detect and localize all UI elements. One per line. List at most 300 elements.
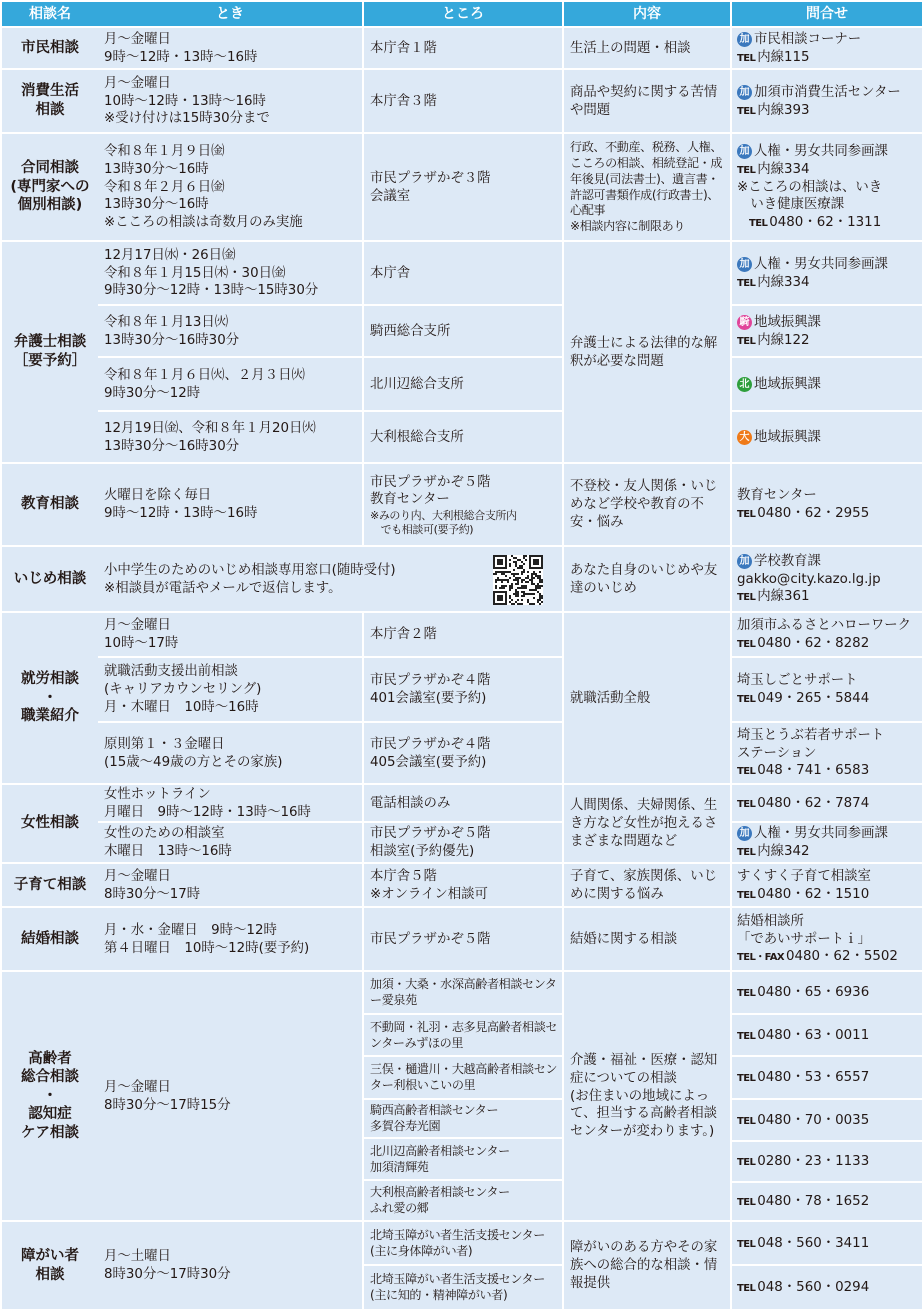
row-category bbox=[2, 785, 98, 862]
tel-icon: TEL bbox=[737, 1115, 756, 1127]
cell-where bbox=[364, 464, 562, 545]
cell-where-text: 本庁舎３階 bbox=[370, 93, 437, 109]
cell-lines bbox=[737, 376, 919, 394]
row-category-text: 女性相談 bbox=[21, 815, 79, 832]
cell-when bbox=[98, 412, 362, 462]
contact-line bbox=[737, 795, 919, 813]
center-name-text: 騎西高齢者相談センター 多賀谷寿光園 bbox=[370, 1103, 499, 1133]
cell-where bbox=[364, 28, 562, 68]
contact-text: 人権・男女共同参画課 bbox=[754, 826, 888, 842]
tel-icon: TEL bbox=[737, 592, 756, 604]
cell-when bbox=[98, 464, 362, 545]
tel-icon: TEL bbox=[737, 1238, 756, 1250]
cell-content bbox=[564, 972, 730, 1220]
cell-content bbox=[564, 908, 730, 970]
cell-when-text: 原則第１・３金曜日 (15歳～49歳の方とその家族) bbox=[104, 736, 283, 770]
contact-text: 048・560・0294 bbox=[757, 1280, 870, 1296]
cell-where-text: 市民プラザかぞ４階 401会議室(要予約) bbox=[370, 673, 491, 706]
cell-when bbox=[98, 28, 362, 68]
cell-where bbox=[364, 306, 562, 356]
cell-content-text: 介護・福祉・医療・認知症についての相談 (お住まいの地域によって、担当する高齢者相談センターが変わります。) bbox=[570, 1053, 718, 1140]
row-category bbox=[2, 613, 98, 783]
cell-contact bbox=[732, 28, 922, 68]
row-category-text: 弁護士相談 ［要予約］ bbox=[13, 334, 87, 369]
contact-text: 人権・男女共同参画課 bbox=[754, 144, 888, 160]
center-name-text: 加須・大桑・水深高齢者相談センター愛泉苑 bbox=[370, 977, 557, 1007]
office-badge-icon: 大 bbox=[737, 430, 752, 445]
cell-where bbox=[364, 1222, 562, 1264]
row-category bbox=[2, 1222, 98, 1309]
cell-where-text: 北川辺総合支所 bbox=[370, 376, 464, 392]
cell-contact bbox=[732, 242, 922, 304]
cell-content-text: 生活上の問題・相談 bbox=[570, 40, 691, 56]
tel-icon: TEL bbox=[737, 1283, 756, 1295]
cell-content bbox=[564, 864, 730, 906]
row-category-text: 子育て相談 bbox=[13, 876, 87, 893]
contact-line bbox=[737, 553, 919, 571]
center-contact bbox=[732, 1183, 922, 1220]
cell-where bbox=[364, 134, 562, 240]
contact-line bbox=[737, 762, 919, 780]
cell-content bbox=[564, 613, 730, 783]
cell-where bbox=[364, 723, 562, 783]
header-content-text: 内容 bbox=[633, 5, 661, 22]
cell-when-text: 令和８年１月９日㈮ 13時30分～16時 令和８年２月６日㈮ 13時30分～16時 ※こころの相談は奇数月のみ実施 bbox=[104, 144, 303, 231]
header-category bbox=[2, 2, 98, 26]
qr-code-icon bbox=[492, 555, 544, 605]
header-category-text: 相談名 bbox=[29, 5, 71, 22]
contact-line bbox=[737, 143, 919, 161]
office-badge-icon: 加 bbox=[737, 144, 752, 159]
cell-contact bbox=[732, 134, 922, 240]
tel-icon: TEL bbox=[737, 988, 756, 1000]
contact-line bbox=[370, 474, 517, 509]
cell-content bbox=[564, 464, 730, 545]
center-name-text: 不動岡・礼羽・志多見高齢者相談センターみずほの里 bbox=[370, 1019, 558, 1050]
cell-content-text: 結婚に関する相談 bbox=[570, 931, 678, 947]
tel-icon: TEL bbox=[737, 847, 756, 858]
contact-line bbox=[737, 1153, 919, 1171]
contact-line bbox=[737, 487, 919, 505]
cell-lines bbox=[737, 672, 919, 707]
contact-line bbox=[737, 161, 919, 179]
contact-text: ※みのり内、大利根総合支所内 でも相談可(要予約) bbox=[370, 508, 517, 536]
cell-contact bbox=[732, 1266, 922, 1309]
cell-where bbox=[364, 785, 562, 821]
contact-line bbox=[737, 617, 919, 635]
cell-content-text: 障がいのある方やその家族への総合的な相談・情報提供 bbox=[570, 1240, 718, 1291]
contact-line bbox=[737, 102, 919, 120]
cell-where-text: 市民プラザかぞ５階 相談室(予約優先) bbox=[370, 826, 491, 859]
cell-contact bbox=[732, 864, 922, 906]
cell-when-text: 月～金曜日 10時～12時・13時～16時 ※受け付けは15時30分まで bbox=[104, 75, 270, 127]
contact-text: 加須市消費生活センター bbox=[754, 84, 901, 100]
cell-where bbox=[364, 613, 562, 656]
contact-line bbox=[737, 886, 919, 904]
cell-lines bbox=[737, 1069, 919, 1087]
cell-where bbox=[364, 823, 562, 862]
cell-where-text: 市民プラザかぞ３階 会議室 bbox=[370, 170, 491, 204]
office-badge-icon: 加 bbox=[737, 85, 752, 100]
contact-line bbox=[737, 332, 919, 350]
contact-line bbox=[737, 376, 919, 394]
contact-line bbox=[737, 913, 919, 931]
contact-text: 市民プラザかぞ５階 教育センター bbox=[370, 474, 491, 508]
cell-where-text: 北埼玉障がい者生活支援センター(主に身体障がい者) bbox=[370, 1227, 545, 1258]
contact-line bbox=[737, 1069, 919, 1087]
cell-when bbox=[98, 358, 362, 410]
cell-when-text: 12月19日㈮、令和８年１月20日㈫ 13時30分～16時30分 bbox=[104, 420, 316, 454]
cell-when-text: 12月17日㈬・26日㈮ 令和８年１月15日㈭・30日㈮ 9時30分～12時・13時～15時30分 bbox=[104, 247, 319, 299]
contact-line bbox=[737, 314, 919, 332]
cell-when-text: 火曜日を除く毎日 9時～12時・13時～16時 bbox=[104, 488, 258, 521]
contact-text: 0280・23・1133 bbox=[757, 1154, 870, 1170]
tel-icon: TEL bbox=[737, 798, 756, 810]
center-name-text: 大利根高齢者相談センター ふれ愛の郷 bbox=[370, 1185, 510, 1215]
contact-text: 0480・70・0035 bbox=[757, 1112, 870, 1128]
center-contact bbox=[732, 1015, 922, 1055]
row-category-text: 教育相談 bbox=[21, 496, 79, 513]
cell-content-text: 商品や契約に関する苦情や問題 bbox=[570, 84, 718, 118]
cell-content bbox=[564, 1222, 730, 1309]
contact-text: 地域振興課 bbox=[754, 429, 821, 445]
cell-when-text: 女性ホットライン 月曜日 9時～12時・13時～16時 bbox=[104, 786, 311, 820]
cell-lines bbox=[737, 868, 919, 903]
contact-line bbox=[737, 1112, 919, 1130]
tel-icon: TEL bbox=[737, 105, 756, 117]
cell-where-text: 電話相談のみ bbox=[370, 795, 451, 811]
cell-lines bbox=[737, 84, 919, 119]
contact-line bbox=[737, 588, 919, 606]
contact-text: 049・265・5844 bbox=[757, 691, 870, 706]
tel-icon: TEL bbox=[737, 694, 756, 705]
office-badge-icon: 騎 bbox=[737, 315, 752, 330]
contact-text: 0480・63・0011 bbox=[757, 1027, 870, 1043]
cell-content-text: 子育て、家族関係、いじめに関する悩み bbox=[570, 868, 718, 902]
office-badge-icon: 加 bbox=[737, 826, 752, 841]
contact-line bbox=[737, 429, 919, 447]
header-content bbox=[564, 2, 730, 26]
cell-contact bbox=[732, 547, 922, 611]
cell-lines bbox=[737, 1027, 919, 1045]
cell-where-text: 北埼玉障がい者生活支援センター(主に知的・精神障がい者) bbox=[370, 1272, 545, 1302]
cell-when-text: 女性のための相談室 木曜日 13時～16時 bbox=[104, 826, 232, 859]
contact-line bbox=[737, 843, 919, 861]
cell-where-text: 本庁舎 bbox=[370, 265, 411, 281]
contact-text: 0480・62・2955 bbox=[757, 506, 870, 521]
row-category-text: 消費生活 相談 bbox=[21, 83, 79, 118]
cell-when bbox=[98, 864, 362, 906]
cell-where-text: 本庁舎２階 bbox=[370, 627, 437, 643]
header-contact-text: 問合せ bbox=[806, 5, 848, 22]
contact-text: 内線334 bbox=[757, 274, 810, 290]
contact-text: 地域振興課 bbox=[754, 314, 821, 330]
cell-contact bbox=[732, 306, 922, 356]
contact-line bbox=[737, 635, 919, 653]
contact-line bbox=[737, 1193, 919, 1211]
cell-when bbox=[98, 658, 362, 721]
contact-line bbox=[737, 931, 919, 949]
contact-text: 市民相談コーナー bbox=[754, 31, 862, 47]
contact-line bbox=[737, 948, 919, 966]
contact-text: 0480・62・8282 bbox=[757, 636, 870, 651]
cell-when bbox=[98, 823, 362, 862]
cell-lines bbox=[737, 913, 919, 966]
contact-line bbox=[737, 825, 919, 843]
cell-when bbox=[98, 70, 362, 132]
cell-when-text: 小中学生のためのいじめ相談専用窓口(随時受付) ※相談員が電話やメールで返信します。 bbox=[104, 562, 396, 596]
cell-where bbox=[364, 70, 562, 132]
cell-content bbox=[564, 242, 730, 462]
cell-contact bbox=[732, 613, 922, 656]
cell-content-text: 不登校・友人関係・いじめなど学校や教育の不安・悩み bbox=[570, 479, 718, 530]
cell-when-text: 令和８年１月13日㈫ 13時30分～16時30分 bbox=[104, 314, 240, 348]
contact-line bbox=[737, 727, 919, 762]
office-badge-icon: 北 bbox=[737, 377, 752, 392]
tel-icon: TEL bbox=[737, 52, 756, 64]
center-contact bbox=[732, 1057, 922, 1098]
center-name bbox=[364, 1015, 562, 1055]
contact-line bbox=[737, 256, 919, 274]
row-category-text: 高齢者 総合相談 ・ 認知症 ケア相談 bbox=[21, 1050, 79, 1141]
cell-lines bbox=[737, 825, 919, 860]
contact-line bbox=[737, 571, 919, 589]
contact-line bbox=[737, 49, 919, 67]
contact-text: 埼玉とうぶ若者サポート ステーション bbox=[737, 727, 885, 761]
cell-contact bbox=[732, 785, 922, 821]
row-category bbox=[2, 972, 98, 1220]
tel-icon: TEL bbox=[737, 766, 756, 778]
cell-content-text: 弁護士による法律的な解釈が必要な問題 bbox=[570, 335, 718, 369]
cell-where-text: 市民プラザかぞ５階 bbox=[370, 931, 491, 947]
contact-text: 0480・62・5502 bbox=[785, 949, 898, 965]
row-category bbox=[2, 908, 98, 970]
cell-lines bbox=[737, 617, 919, 652]
center-contact bbox=[732, 1142, 922, 1181]
row-category-text: 就労相談 ・ 職業紹介 bbox=[21, 671, 79, 725]
contact-line bbox=[737, 672, 919, 690]
cell-lines bbox=[737, 1235, 919, 1253]
row-category-text: 合同相談 (専門家への 個別相談) bbox=[10, 160, 90, 214]
center-name bbox=[364, 1100, 562, 1137]
contact-line bbox=[737, 1027, 919, 1045]
contact-line bbox=[737, 274, 919, 292]
cell-content bbox=[564, 134, 730, 240]
contact-text: 内線334 bbox=[757, 161, 810, 177]
cell-lines bbox=[737, 727, 919, 780]
cell-contact bbox=[732, 1222, 922, 1264]
cell-content-text: あなた自身のいじめや友達のいじめ bbox=[570, 562, 718, 596]
header-when bbox=[98, 2, 362, 26]
contact-text: 0480・62・7874 bbox=[757, 795, 870, 811]
office-badge-icon: 加 bbox=[737, 554, 752, 569]
cell-content bbox=[564, 28, 730, 68]
contact-line bbox=[737, 505, 919, 523]
contact-text: 内線342 bbox=[757, 844, 810, 859]
row-category bbox=[2, 864, 98, 906]
office-badge-icon: 加 bbox=[737, 257, 752, 272]
row-category bbox=[2, 242, 98, 462]
cell-when bbox=[98, 134, 362, 240]
cell-when bbox=[98, 908, 362, 970]
cell-contact bbox=[732, 412, 922, 462]
cell-lines bbox=[737, 1112, 919, 1130]
cell-where bbox=[364, 908, 562, 970]
center-name-text: 北川辺高齢者相談センター 加須清輝苑 bbox=[370, 1143, 510, 1174]
contact-text: 人権・男女共同参画課 bbox=[754, 256, 888, 272]
cell-lines bbox=[737, 314, 919, 349]
cell-lines bbox=[737, 984, 919, 1002]
contact-text: 0480・78・1652 bbox=[757, 1194, 870, 1210]
cell-content-text: 就職活動全般 bbox=[570, 690, 651, 706]
contact-line bbox=[737, 1279, 919, 1297]
cell-where-text: 市民プラザかぞ４階 405会議室(要予約) bbox=[370, 736, 491, 770]
row-category bbox=[2, 464, 98, 545]
tel-icon: TEL bbox=[737, 1157, 756, 1169]
row-category-text: 障がい者 相談 bbox=[21, 1247, 79, 1283]
contact-text: 0480・62・1311 bbox=[769, 215, 882, 231]
cell-where-text: 本庁舎１階 bbox=[370, 40, 437, 56]
contact-text: 埼玉しごとサポート bbox=[737, 673, 858, 689]
cell-where bbox=[364, 864, 562, 906]
contact-line bbox=[737, 984, 919, 1002]
cell-where-text: 大利根総合支所 bbox=[370, 429, 464, 445]
contact-text: 結婚相談所 bbox=[737, 913, 804, 929]
cell-when bbox=[98, 1222, 362, 1309]
cell-when bbox=[98, 972, 362, 1220]
cell-lines bbox=[737, 553, 919, 606]
cell-when-text: 月～金曜日 8時30分～17時 bbox=[104, 868, 201, 902]
center-contact bbox=[732, 1100, 922, 1140]
tel-icon: TEL bbox=[737, 335, 756, 347]
cell-contact bbox=[732, 658, 922, 721]
cell-lines bbox=[737, 256, 919, 291]
header-contact bbox=[732, 2, 922, 26]
contact-line bbox=[737, 179, 919, 214]
contact-text: すくすく子育て相談室 bbox=[737, 868, 871, 884]
cell-when bbox=[98, 306, 362, 356]
cell-when-text: 月～金曜日 10時～17時 bbox=[104, 618, 179, 651]
tel-icon: TEL bbox=[749, 218, 768, 230]
contact-line bbox=[737, 690, 919, 708]
cell-when-text: 月～金曜日 8時30分～17時15分 bbox=[104, 1079, 231, 1113]
tel-icon: TEL bbox=[737, 509, 756, 520]
tel-fax-icon: TEL・FAX bbox=[737, 952, 784, 964]
cell-contact bbox=[732, 723, 922, 783]
cell-when-text: 月～土曜日 8時30分～17時30分 bbox=[104, 1249, 231, 1282]
cell-contact bbox=[732, 823, 922, 862]
contact-line bbox=[737, 1235, 919, 1253]
cell-contact bbox=[732, 464, 922, 545]
cell-lines bbox=[737, 795, 919, 813]
contact-text: 048・560・3411 bbox=[757, 1235, 870, 1251]
row-category bbox=[2, 28, 98, 68]
tel-icon: TEL bbox=[737, 1197, 756, 1209]
contact-text: 0480・53・6557 bbox=[757, 1070, 870, 1086]
center-name bbox=[364, 972, 562, 1013]
cell-when bbox=[98, 785, 362, 821]
cell-contact bbox=[732, 358, 922, 410]
cell-lines bbox=[737, 487, 919, 522]
contact-text: 0480・62・1510 bbox=[757, 886, 870, 902]
cell-content bbox=[564, 785, 730, 862]
cell-content-text: 人間関係、夫婦関係、生き方など女性が抱えるさまざまな問題など bbox=[570, 798, 718, 849]
contact-text: 「であいサポートｉ」 bbox=[737, 931, 871, 947]
contact-text: 内線361 bbox=[757, 589, 810, 605]
tel-icon: TEL bbox=[737, 277, 756, 289]
contact-text: 0480・65・6936 bbox=[757, 985, 870, 1001]
center-name-text: 三俣・樋遣川・大越高齢者相談センター利根いこいの里 bbox=[370, 1062, 558, 1092]
contact-text: 加須市ふるさとハローワーク bbox=[737, 618, 912, 634]
cell-content-text: 行政、不動産、税務、人権、こころの相談、相続登記・成年後見(司法書士)、遺言書・許認可書類作成(行政書士)、心配事 ※相談内容に制限あり bbox=[570, 140, 723, 233]
tel-icon: TEL bbox=[737, 639, 756, 650]
tel-icon: TEL bbox=[737, 1030, 756, 1042]
center-name bbox=[364, 1139, 562, 1179]
row-category bbox=[2, 134, 98, 240]
cell-when bbox=[98, 613, 362, 656]
row-category bbox=[2, 547, 98, 611]
center-name bbox=[364, 1181, 562, 1220]
contact-line bbox=[737, 31, 919, 49]
contact-line bbox=[737, 214, 919, 232]
cell-lines bbox=[370, 474, 517, 537]
contact-text: ※こころの相談は、いき いき健康医療課 bbox=[737, 179, 883, 213]
tel-icon: TEL bbox=[737, 164, 756, 176]
cell-when bbox=[98, 723, 362, 783]
office-badge-icon: 加 bbox=[737, 32, 752, 47]
email-link[interactable]: gakko@city.kazo.lg.jp bbox=[737, 571, 881, 587]
cell-where bbox=[364, 358, 562, 410]
tel-icon: TEL bbox=[737, 889, 756, 901]
contact-line bbox=[370, 509, 517, 537]
cell-lines bbox=[737, 429, 919, 447]
header-when-text: とき bbox=[216, 5, 244, 22]
row-category-text: 結婚相談 bbox=[21, 930, 79, 947]
cell-where-text: 本庁舎５階 ※オンライン相談可 bbox=[370, 868, 488, 902]
header-where-text: ところ bbox=[442, 5, 484, 22]
cell-contact bbox=[732, 908, 922, 970]
row-category-text: 市民相談 bbox=[21, 39, 79, 56]
cell-lines bbox=[737, 1279, 919, 1297]
cell-when-text: 令和８年１月６日㈫、２月３日㈫ 9時30分～12時 bbox=[104, 367, 305, 401]
contact-text: 学校教育課 bbox=[754, 553, 821, 569]
cell-when-text: 月・水・金曜日 9時～12時 第４日曜日 10時～12時(要予約) bbox=[104, 922, 310, 956]
contact-line bbox=[737, 868, 919, 886]
contact-line bbox=[737, 84, 919, 102]
contact-text: 地域振興課 bbox=[754, 376, 821, 392]
cell-where bbox=[364, 242, 562, 304]
contact-text: 内線122 bbox=[757, 332, 810, 348]
contact-text: 教育センター bbox=[737, 488, 817, 504]
header-where bbox=[364, 2, 562, 26]
row-category-text: いじめ相談 bbox=[13, 570, 87, 587]
center-contact bbox=[732, 972, 922, 1013]
cell-lines bbox=[737, 1193, 919, 1211]
row-category bbox=[2, 70, 98, 132]
cell-content bbox=[564, 547, 730, 611]
contact-text: 内線115 bbox=[757, 49, 810, 65]
contact-text: 内線393 bbox=[757, 102, 810, 118]
cell-content bbox=[564, 70, 730, 132]
tel-icon: TEL bbox=[737, 1073, 756, 1085]
cell-lines bbox=[737, 31, 919, 66]
cell-lines bbox=[737, 1153, 919, 1171]
contact-text: 048・741・6583 bbox=[757, 763, 870, 779]
cell-contact bbox=[732, 70, 922, 132]
cell-where bbox=[364, 1266, 562, 1309]
cell-when bbox=[98, 242, 362, 304]
cell-when-text: 就職活動支援出前相談 (キャリアカウンセリング) 月・木曜日 10時～16時 bbox=[104, 664, 262, 715]
